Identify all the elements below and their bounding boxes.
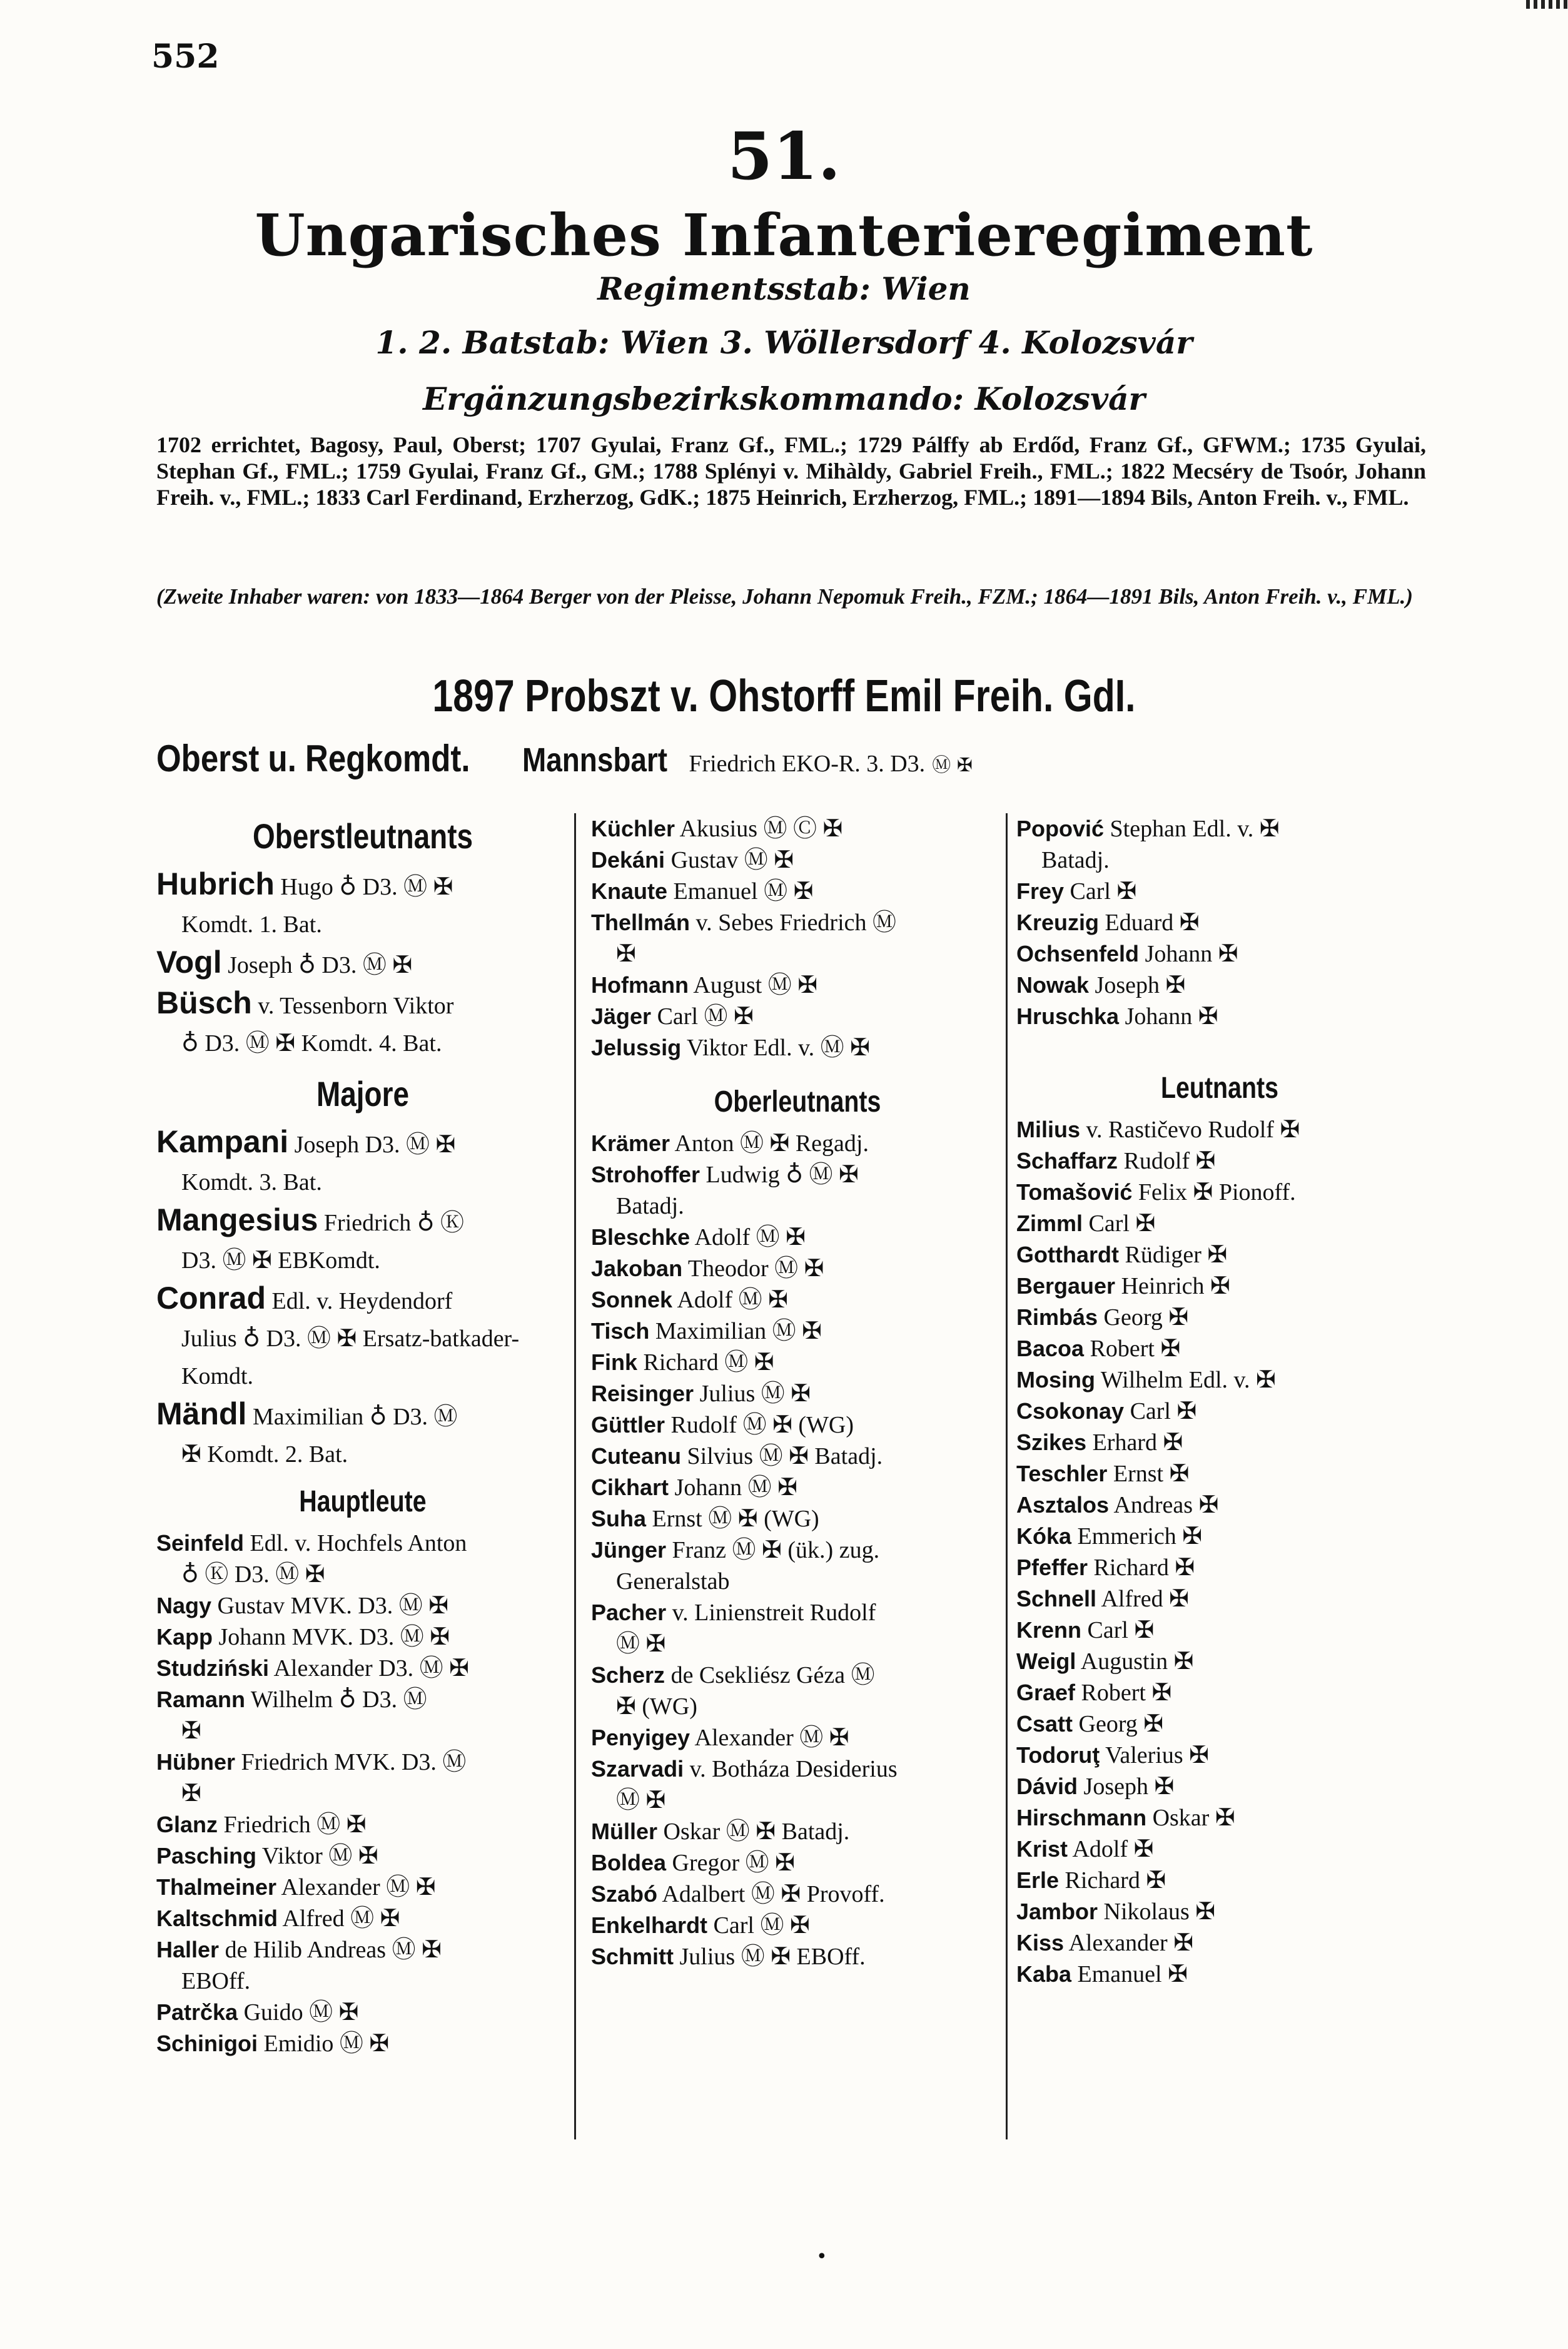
entry-details: Anton Ⓜ ✠ Regadj. bbox=[674, 1130, 869, 1157]
list-item bbox=[156, 1747, 569, 1809]
entry-surname: Büsch bbox=[156, 985, 252, 1020]
list-item bbox=[1016, 1333, 1423, 1364]
column-3 bbox=[1016, 813, 1423, 2146]
entry-continuation: Batadj. bbox=[616, 1193, 684, 1219]
entry-surname: Teschler bbox=[1016, 1461, 1108, 1486]
list-item bbox=[1016, 1427, 1423, 1458]
section-heading-leutnants: Leutnants bbox=[1160, 1072, 1279, 1105]
entry-details: Robert ✠ bbox=[1090, 1336, 1181, 1362]
entry-surname: Bergauer bbox=[1016, 1273, 1116, 1299]
entry-surname: Schnell bbox=[1016, 1586, 1097, 1611]
list-item bbox=[591, 907, 1004, 970]
entry-details: Johann ✠ bbox=[1145, 941, 1238, 967]
entry-details: Viktor Ⓜ ✠ bbox=[261, 1843, 378, 1869]
entry-details: Ludwig ♁ Ⓜ ✠ bbox=[706, 1162, 859, 1188]
entry-surname: Hirschmann bbox=[1016, 1805, 1147, 1830]
entry-surname: Weigl bbox=[1016, 1648, 1076, 1674]
column-2 bbox=[591, 813, 1004, 2146]
regiment-history: 1702 errichtet, Bagosy, Paul, Oberst; 1707 Gyulai, Franz Gf., FML.; 1729 Pálffy ab Erdőd, Franz Gf., GFWM.; 1735 Gyulai, Stephan Gf., FML.; 1759 Gyulai, Franz Gf., GM.; 1788 Splényi v. Mihàldy, Gabriel Freih., FML.; 1822 Mecséry de Tsoór, Johann Freih. v., FML.; 1833 Carl Ferdinand, Erzherzog, GdK.; 1875 Heinrich, Erzherzog, FML.; 1891—1894 Bils, Anton Freih. v., FML. bbox=[156, 432, 1426, 510]
entry-details: Andreas ✠ bbox=[1113, 1492, 1219, 1518]
column-divider bbox=[1006, 813, 1008, 2139]
entry-surname: Nagy bbox=[156, 1593, 212, 1618]
entry-details: Alfred Ⓜ ✠ bbox=[282, 1905, 400, 1932]
list-item bbox=[1016, 1521, 1423, 1552]
entry-surname: Suha bbox=[591, 1506, 647, 1531]
entry-details: Erhard ✠ bbox=[1092, 1429, 1183, 1456]
section-heading-oberleutnants: Oberleutnants bbox=[714, 1085, 881, 1119]
entry-continuation: ♁ Ⓚ D3. Ⓜ ✠ bbox=[181, 1561, 325, 1588]
list-item bbox=[591, 1941, 1004, 1972]
entry-details: Adolf Ⓜ ✠ bbox=[677, 1287, 788, 1313]
list-item bbox=[1016, 1583, 1423, 1615]
entry-details: Richard ✠ bbox=[1065, 1867, 1166, 1894]
list-item bbox=[591, 1910, 1004, 1941]
entry-surname: Boldea bbox=[591, 1850, 667, 1875]
entry-details: Carl Ⓜ ✠ bbox=[657, 1003, 754, 1030]
entry-details: Ernst ✠ bbox=[1113, 1461, 1190, 1487]
entry-surname: Güttler bbox=[591, 1412, 665, 1438]
entry-surname: Kaba bbox=[1016, 1961, 1072, 1987]
list-item bbox=[156, 1653, 569, 1684]
regiment-staff: Regimentsstab: Wien bbox=[597, 270, 971, 307]
entry-surname: Kaltschmid bbox=[156, 1905, 278, 1931]
list-item bbox=[591, 1253, 1004, 1284]
list-item bbox=[1016, 1458, 1423, 1489]
entry-details: v. Sebes Friedrich Ⓜ bbox=[695, 910, 897, 936]
section-heading-hauptleute: Hauptleute bbox=[299, 1485, 427, 1518]
list-item bbox=[156, 865, 569, 943]
entry-surname: Jambor bbox=[1016, 1899, 1098, 1924]
entry-surname: Hruschka bbox=[1016, 1003, 1120, 1029]
list-item bbox=[156, 1903, 569, 1934]
entry-surname: Strohoffer bbox=[591, 1162, 700, 1187]
entry-details: Alfred ✠ bbox=[1101, 1586, 1189, 1612]
entry-surname: Pacher bbox=[591, 1600, 667, 1625]
entry-details: Franz Ⓜ ✠ (ük.) zug. bbox=[672, 1537, 880, 1563]
entry-details: Hugo ♁ D3. Ⓜ ✠ bbox=[280, 874, 453, 900]
entry-continuation: ✠ bbox=[181, 1780, 201, 1807]
list-item bbox=[1016, 1396, 1423, 1427]
list-item bbox=[1016, 907, 1423, 938]
list-item bbox=[156, 1997, 569, 2028]
list-item bbox=[591, 1316, 1004, 1347]
entry-surname: Pfeffer bbox=[1016, 1555, 1088, 1580]
scan-speck: • bbox=[816, 2246, 827, 2268]
list-item bbox=[1016, 1208, 1423, 1239]
list-item bbox=[156, 1528, 569, 1590]
entry-surname: Penyigey bbox=[591, 1725, 690, 1750]
entry-details: Georg ✠ bbox=[1103, 1304, 1189, 1331]
entry-surname: Thellmán bbox=[591, 910, 690, 935]
list-item bbox=[156, 1621, 569, 1653]
entry-details: Ernst Ⓜ ✠ (WG) bbox=[652, 1506, 819, 1532]
entry-continuation: Julius ♁ D3. Ⓜ ✠ Ersatz-batkader-Komdt. bbox=[181, 1326, 520, 1389]
list-item bbox=[156, 1279, 569, 1395]
entry-surname: Jünger bbox=[591, 1537, 667, 1563]
entry-details: v. Botháza Desiderius bbox=[689, 1756, 898, 1782]
list-item bbox=[156, 1872, 569, 1903]
list-item bbox=[1016, 1364, 1423, 1396]
entry-details: Carl ✠ bbox=[1088, 1210, 1156, 1237]
entry-details: Silvius Ⓜ ✠ Batadj. bbox=[687, 1443, 883, 1469]
commander-decorations: Ⓜ ✠ bbox=[932, 754, 973, 776]
entry-surname: Scherz bbox=[591, 1662, 665, 1688]
entry-details: Emanuel ✠ bbox=[1077, 1961, 1188, 1987]
list-item bbox=[156, 1395, 569, 1473]
entry-details: Oskar Ⓜ ✠ Batadj. bbox=[663, 1819, 850, 1845]
list-item bbox=[156, 1123, 569, 1201]
list-item bbox=[1016, 1001, 1423, 1032]
entry-details: Gustav Ⓜ ✠ bbox=[670, 847, 794, 873]
entry-surname: Mangesius bbox=[156, 1202, 318, 1237]
entry-details: Wilhelm Edl. v. ✠ bbox=[1100, 1367, 1276, 1393]
entry-details: Carl ✠ bbox=[1087, 1617, 1155, 1643]
list-item bbox=[591, 1222, 1004, 1253]
list-item bbox=[156, 1809, 569, 1840]
column-divider bbox=[574, 813, 576, 2139]
recruiting-district: Ergänzungsbezirkskommando: Kolozsvár bbox=[423, 380, 1145, 417]
list-item bbox=[591, 1128, 1004, 1159]
list-item bbox=[591, 813, 1004, 845]
entry-details: Richard ✠ bbox=[1093, 1555, 1195, 1581]
entry-details: Richard Ⓜ ✠ bbox=[643, 1349, 774, 1376]
entry-details: Alexander D3. Ⓜ ✠ bbox=[273, 1655, 469, 1682]
entry-surname: Fink bbox=[591, 1349, 638, 1375]
list-item bbox=[1016, 876, 1423, 907]
entry-surname: Szabó bbox=[591, 1881, 658, 1907]
regiment-commander bbox=[156, 737, 973, 780]
entry-details: Julius Ⓜ ✠ EBOff. bbox=[679, 1944, 866, 1970]
entry-surname: Glanz bbox=[156, 1812, 218, 1837]
list-item bbox=[1016, 1271, 1423, 1302]
list-item bbox=[1016, 1489, 1423, 1521]
list-item bbox=[1016, 1865, 1423, 1896]
list-item bbox=[1016, 1677, 1423, 1708]
entry-details: v. Rastičevo Rudolf ✠ bbox=[1086, 1117, 1300, 1143]
entry-surname: Dekáni bbox=[591, 847, 665, 873]
entry-surname: Kampani bbox=[156, 1124, 289, 1159]
entry-details: de Hilib Andreas Ⓜ ✠ bbox=[225, 1937, 442, 1963]
entry-surname: Zimml bbox=[1016, 1210, 1083, 1236]
entry-details: Carl Ⓜ ✠ bbox=[713, 1912, 810, 1939]
list-item bbox=[591, 1001, 1004, 1032]
list-item bbox=[1016, 1896, 1423, 1927]
entry-surname: Cuteanu bbox=[591, 1443, 681, 1469]
list-item bbox=[1016, 970, 1423, 1001]
list-item bbox=[591, 1753, 1004, 1816]
list-item bbox=[1016, 1927, 1423, 1959]
entry-surname: Krämer bbox=[591, 1130, 670, 1156]
hauptleute-continued-list bbox=[591, 813, 1004, 1063]
oberleutnants-continued-list bbox=[1016, 813, 1423, 1032]
entry-surname: Jelussig bbox=[591, 1035, 682, 1060]
entry-surname: Vogl bbox=[156, 945, 222, 980]
scan-edge-mark bbox=[1526, 0, 1568, 9]
entry-surname: Knaute bbox=[591, 878, 668, 904]
entry-details: Friedrich MVK. D3. Ⓜ bbox=[241, 1749, 467, 1775]
entry-surname: Hubrich bbox=[156, 866, 275, 901]
entry-surname: Kapp bbox=[156, 1624, 213, 1650]
list-item bbox=[1016, 1708, 1423, 1740]
entry-surname: Cikhart bbox=[591, 1474, 669, 1500]
commander-details: Friedrich EKO-R. 3. D3. bbox=[689, 751, 926, 777]
entry-continuation: Ⓜ ✠ bbox=[616, 1631, 666, 1657]
entry-continuation: ✠ bbox=[181, 1718, 201, 1744]
entry-surname: Schaffarz bbox=[1016, 1148, 1118, 1174]
entry-details: Robert ✠ bbox=[1081, 1680, 1172, 1706]
entry-surname: Bacoa bbox=[1016, 1336, 1085, 1361]
entry-surname: Schinigoi bbox=[156, 2031, 258, 2056]
entry-details: Akusius Ⓜ Ⓒ ✠ bbox=[679, 816, 843, 842]
list-item bbox=[156, 1684, 569, 1747]
entry-surname: Csokonay bbox=[1016, 1398, 1125, 1424]
list-item bbox=[591, 845, 1004, 876]
entry-surname: Jakoban bbox=[591, 1256, 683, 1281]
entry-details: Joseph ✠ bbox=[1083, 1773, 1175, 1800]
entry-details: Stephan Edl. v. ✠ bbox=[1110, 816, 1280, 842]
entry-details: Alexander Ⓜ ✠ bbox=[281, 1874, 436, 1900]
entry-surname: Hübner bbox=[156, 1749, 235, 1775]
column-1 bbox=[156, 813, 569, 2146]
list-item bbox=[591, 1597, 1004, 1660]
entry-details: Rudolf Ⓜ ✠ (WG) bbox=[670, 1412, 854, 1438]
list-item bbox=[1016, 1740, 1423, 1771]
entry-surname: Pasching bbox=[156, 1843, 257, 1869]
entry-details: Johann MVK. D3. Ⓜ ✠ bbox=[218, 1624, 450, 1650]
entry-surname: Haller bbox=[156, 1937, 220, 1962]
list-item bbox=[591, 1378, 1004, 1409]
list-item bbox=[591, 1284, 1004, 1316]
entry-details: Edl. v. Heydendorf bbox=[271, 1288, 453, 1314]
list-item bbox=[591, 1660, 1004, 1722]
entry-details: Gregor Ⓜ ✠ bbox=[672, 1850, 795, 1876]
list-item bbox=[1016, 1771, 1423, 1802]
entry-surname: Rimbás bbox=[1016, 1304, 1098, 1330]
entry-details: Adolf ✠ bbox=[1072, 1836, 1154, 1862]
list-item bbox=[1016, 938, 1423, 970]
entry-surname: Popović bbox=[1016, 816, 1105, 841]
entry-details: Alexander Ⓜ ✠ bbox=[694, 1725, 849, 1751]
entry-details: Julius Ⓜ ✠ bbox=[699, 1381, 811, 1407]
entry-details: Emmerich ✠ bbox=[1077, 1523, 1203, 1550]
entry-details: Guido Ⓜ ✠ bbox=[243, 1999, 359, 2026]
entry-continuation: Komdt. 3. Bat. bbox=[181, 1169, 322, 1195]
entry-details: Heinrich ✠ bbox=[1121, 1273, 1230, 1299]
list-item bbox=[1016, 1615, 1423, 1646]
entry-details: Eduard ✠ bbox=[1105, 910, 1200, 936]
second-owners-note: (Zweite Inhaber waren: von 1833—1864 Berger von der Pleisse, Johann Nepomuk Freih., FZM.; 1864—1891 Bils, Anton Freih. v., FML.) bbox=[156, 584, 1414, 609]
entry-surname: Tisch bbox=[591, 1318, 650, 1344]
entry-surname: Gotthardt bbox=[1016, 1242, 1119, 1267]
list-item bbox=[591, 1159, 1004, 1222]
list-item bbox=[1016, 1145, 1423, 1177]
entry-surname: Conrad bbox=[156, 1281, 266, 1316]
entry-surname: Szikes bbox=[1016, 1429, 1087, 1455]
entry-details: Emidio Ⓜ ✠ bbox=[263, 2031, 390, 2057]
entry-continuation: Batadj. bbox=[1041, 847, 1110, 873]
commander-surname: Mannsbart bbox=[522, 741, 668, 779]
entry-continuation: ♁ D3. Ⓜ ✠ Komdt. 4. Bat. bbox=[181, 1030, 442, 1057]
list-item bbox=[591, 1347, 1004, 1378]
entry-details: Adolf Ⓜ ✠ bbox=[694, 1224, 806, 1251]
entry-surname: Reisinger bbox=[591, 1381, 694, 1406]
list-item bbox=[1016, 1114, 1423, 1145]
entry-details: Maximilian Ⓜ ✠ bbox=[655, 1318, 822, 1344]
list-item bbox=[591, 1879, 1004, 1910]
list-item bbox=[591, 1816, 1004, 1847]
entry-continuation: Komdt. 1. Bat. bbox=[181, 911, 322, 938]
entry-continuation: ✠ (WG) bbox=[616, 1693, 697, 1720]
entry-continuation: ✠ Komdt. 2. Bat. bbox=[181, 1441, 348, 1468]
list-item bbox=[591, 876, 1004, 907]
list-item bbox=[591, 1503, 1004, 1535]
regiment-owner: 1897 Probszt v. Ohstorff Emil Freih. GdI. bbox=[432, 671, 1136, 721]
entry-surname: Krenn bbox=[1016, 1617, 1082, 1643]
entry-surname: Kiss bbox=[1016, 1930, 1065, 1956]
entry-details: Emanuel Ⓜ ✠ bbox=[673, 878, 814, 905]
entry-details: Adalbert Ⓜ ✠ Provoff. bbox=[662, 1881, 885, 1907]
list-item bbox=[591, 1847, 1004, 1879]
entry-surname: Mändl bbox=[156, 1396, 247, 1431]
entry-surname: Küchler bbox=[591, 816, 675, 841]
entry-surname: Enkelhardt bbox=[591, 1912, 708, 1938]
entry-details: Alexander ✠ bbox=[1068, 1930, 1194, 1956]
entry-details: August Ⓜ ✠ bbox=[693, 972, 818, 998]
entry-surname: Dávid bbox=[1016, 1773, 1078, 1799]
entry-surname: Asztalos bbox=[1016, 1492, 1110, 1518]
oberstleutnants-list bbox=[156, 865, 569, 1062]
entry-surname: Graef bbox=[1016, 1680, 1076, 1705]
entry-details: Oskar ✠ bbox=[1152, 1805, 1235, 1831]
list-item bbox=[591, 1722, 1004, 1753]
list-item bbox=[1016, 1552, 1423, 1583]
entry-surname: Ochsenfeld bbox=[1016, 941, 1140, 966]
entry-continuation: Ⓜ ✠ bbox=[616, 1787, 666, 1814]
entry-surname: Thalmeiner bbox=[156, 1874, 277, 1900]
entry-surname: Krist bbox=[1016, 1836, 1068, 1862]
entry-surname: Milius bbox=[1016, 1117, 1081, 1142]
entry-details: Nikolaus ✠ bbox=[1103, 1899, 1216, 1925]
entry-continuation: D3. Ⓜ ✠ EBKomdt. bbox=[181, 1247, 380, 1274]
entry-surname: Kreuzig bbox=[1016, 910, 1100, 935]
leutnants-list bbox=[1016, 1114, 1423, 1990]
entry-details: de Csekliész Géza Ⓜ bbox=[670, 1662, 875, 1688]
entry-surname: Mosing bbox=[1016, 1367, 1095, 1393]
entry-continuation: Generalstab bbox=[616, 1568, 730, 1595]
entry-continuation: EBOff. bbox=[181, 1968, 251, 1994]
entry-details: Georg ✠ bbox=[1078, 1711, 1164, 1737]
entry-surname: Seinfeld bbox=[156, 1530, 245, 1556]
entry-details: Augustin ✠ bbox=[1080, 1648, 1194, 1675]
entry-surname: Sonnek bbox=[591, 1287, 673, 1312]
entry-details: Johann ✠ bbox=[1125, 1003, 1218, 1030]
entry-details: Joseph D3. Ⓜ ✠ bbox=[294, 1132, 456, 1158]
entry-surname: Hofmann bbox=[591, 972, 689, 998]
entry-details: Rudolf ✠ bbox=[1123, 1148, 1216, 1174]
entry-details: Friedrich Ⓜ ✠ bbox=[223, 1812, 367, 1838]
entry-surname: Csatt bbox=[1016, 1711, 1073, 1737]
entry-details: Wilhelm ♁ D3. Ⓜ bbox=[250, 1687, 427, 1713]
list-item bbox=[591, 1535, 1004, 1597]
section-heading-majore: Majore bbox=[316, 1074, 410, 1114]
battalion-staffs: 1. 2. Batstab: Wien 3. Wöllersdorf 4. Kolozsvár bbox=[375, 324, 1193, 361]
entry-details: Rüdiger ✠ bbox=[1125, 1242, 1228, 1268]
entry-surname: Ramann bbox=[156, 1687, 246, 1712]
list-item bbox=[1016, 1177, 1423, 1208]
list-item bbox=[1016, 1646, 1423, 1677]
entry-details: Johann Ⓜ ✠ bbox=[674, 1474, 798, 1501]
commander-rank: Oberst u. Regkomdt. bbox=[156, 738, 470, 779]
entry-details: Viktor Edl. v. Ⓜ ✠ bbox=[686, 1035, 870, 1061]
list-item bbox=[1016, 1802, 1423, 1834]
list-item bbox=[591, 1441, 1004, 1472]
entry-surname: Bleschke bbox=[591, 1224, 690, 1250]
list-item bbox=[156, 2028, 569, 2059]
list-item bbox=[156, 943, 569, 984]
entry-surname: Schmitt bbox=[591, 1944, 674, 1969]
entry-details: Gustav MVK. D3. Ⓜ ✠ bbox=[217, 1593, 449, 1619]
entry-details: v. Linienstreit Rudolf bbox=[672, 1600, 876, 1626]
list-item bbox=[156, 1201, 569, 1279]
list-item bbox=[591, 1032, 1004, 1063]
entry-details: Friedrich ♁ Ⓚ bbox=[323, 1210, 465, 1236]
entry-surname: Todoruţ bbox=[1016, 1742, 1100, 1768]
entry-details: Maximilian ♁ D3. Ⓜ bbox=[252, 1404, 458, 1430]
list-item bbox=[156, 1840, 569, 1872]
entry-details: Valerius ✠ bbox=[1105, 1742, 1209, 1768]
entry-surname: Müller bbox=[591, 1819, 658, 1844]
entry-details: Felix ✠ Pionoff. bbox=[1138, 1179, 1296, 1205]
entry-surname: Kóka bbox=[1016, 1523, 1072, 1549]
entry-surname: Szarvadi bbox=[591, 1756, 684, 1782]
list-item bbox=[591, 1409, 1004, 1441]
entry-details: Theodor Ⓜ ✠ bbox=[687, 1256, 824, 1282]
entry-continuation: ✠ bbox=[616, 941, 636, 967]
regiment-name: Ungarisches Infanterieregiment bbox=[255, 201, 1313, 269]
list-item bbox=[156, 1590, 569, 1621]
entry-details: Carl ✠ bbox=[1070, 878, 1137, 905]
list-item bbox=[156, 984, 569, 1062]
entry-details: Carl ✠ bbox=[1130, 1398, 1197, 1424]
list-item bbox=[1016, 1302, 1423, 1333]
entry-surname: Jäger bbox=[591, 1003, 652, 1029]
section-heading-oberstleutnants: Oberstleutnants bbox=[252, 816, 473, 856]
list-item bbox=[1016, 1239, 1423, 1271]
majore-list bbox=[156, 1123, 569, 1473]
entry-surname: Nowak bbox=[1016, 972, 1090, 998]
entry-details: Joseph ✠ bbox=[1095, 972, 1186, 998]
entry-details: Edl. v. Hochfels Anton bbox=[250, 1530, 467, 1556]
entry-surname: Frey bbox=[1016, 878, 1065, 904]
list-item bbox=[1016, 1834, 1423, 1865]
list-item bbox=[1016, 1959, 1423, 1990]
page-number: 552 bbox=[151, 38, 220, 76]
list-item bbox=[1016, 813, 1423, 876]
entry-details: Joseph ♁ D3. Ⓜ ✠ bbox=[228, 952, 413, 978]
oberleutnants-list bbox=[591, 1128, 1004, 1972]
regiment-number: 51. bbox=[727, 118, 841, 195]
entry-surname: Tomašović bbox=[1016, 1179, 1133, 1205]
entry-details: v. Tessenborn Viktor bbox=[258, 993, 454, 1019]
list-item bbox=[591, 1472, 1004, 1503]
entry-surname: Erle bbox=[1016, 1867, 1060, 1893]
list-item bbox=[156, 1934, 569, 1997]
entry-surname: Studziński bbox=[156, 1655, 270, 1681]
list-item bbox=[591, 970, 1004, 1001]
entry-surname: Patrčka bbox=[156, 1999, 238, 2025]
hauptleute-list bbox=[156, 1528, 569, 2059]
